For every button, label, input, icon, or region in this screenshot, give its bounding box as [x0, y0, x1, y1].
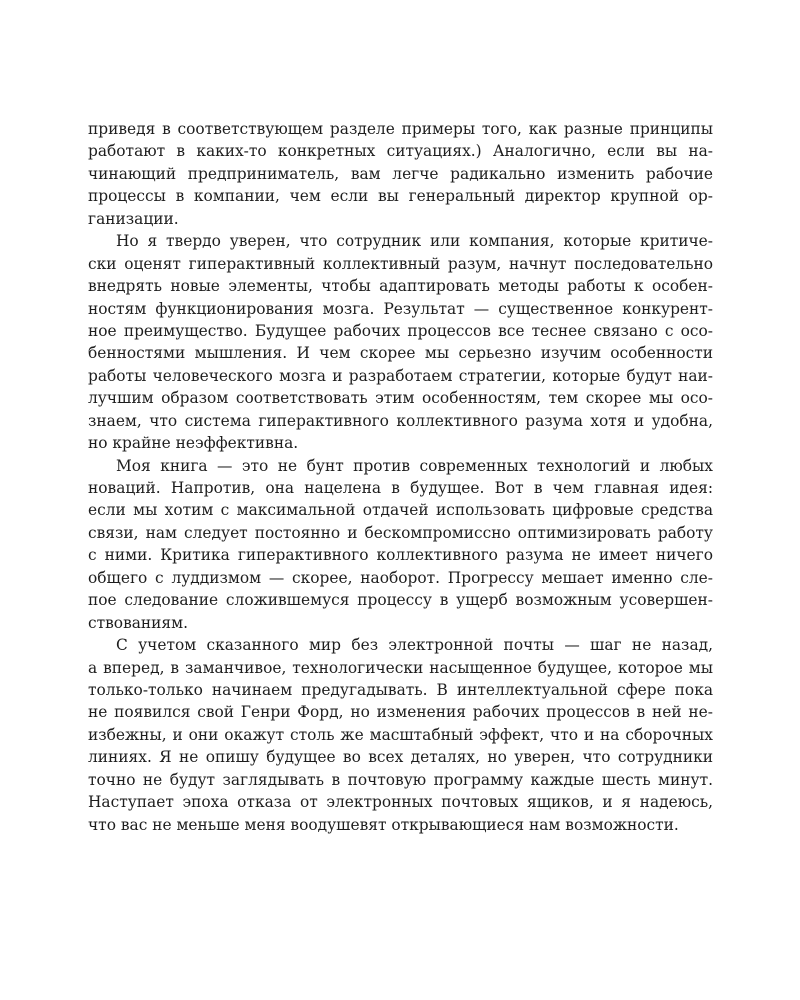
text-line: работают в каких-то конкретных ситуациях.) Аналогично, если вы на- — [88, 142, 713, 161]
text-line: лучшим образом соответствовать этим особенностям, тем скорее мы осо- — [88, 389, 713, 408]
page-body-text — [88, 118, 713, 836]
text-line: Но я твердо уверен, что сотрудник или компания, которые критиче- — [116, 232, 713, 251]
text-line: а вперед, в заманчивое, технологически насыщенное будущее, которое мы — [88, 658, 713, 677]
text-line: Наступает эпоха отказа от электронных почтовых ящиков, и я надеюсь, — [88, 793, 713, 812]
text-line: Моя книга — это не бунт против современных технологий и любых — [116, 456, 713, 475]
text-line: чинающий предприниматель, вам легче радикально изменить рабочие — [88, 164, 713, 183]
text-line: знаем, что система гиперактивного коллективного разума хотя и удобна, — [88, 411, 713, 430]
text-line: приведя в соответствующем разделе примеры того, как разные принципы — [88, 120, 713, 138]
paragraph-1 — [88, 118, 713, 230]
text-line: линиях. Я не опишу будущее во всех деталях, но уверен, что сотрудники — [88, 748, 713, 767]
text-line: внедрять новые элементы, чтобы адаптировать методы работы к особен- — [88, 277, 713, 296]
paragraph-2 — [88, 230, 713, 454]
text-line: бенностями мышления. И чем скорее мы серьезно изучим особенности — [88, 344, 713, 363]
text-line: с ними. Критика гиперактивного коллективного разума не имеет ничего — [88, 546, 713, 565]
text-line: ностям функционирования мозга. Результат — существенное конкурент- — [88, 299, 713, 318]
text-line: процессы в компании, чем если вы генеральный директор крупной ор- — [88, 187, 713, 206]
text-line: избежны, и они окажут столь же масштабный эффект, что и на сборочных — [88, 725, 713, 744]
text-line: общего с луддизмом — скорее, наоборот. Прогрессу мешает именно сле- — [88, 568, 713, 587]
text-line: что вас не меньше меня воодушевят открывающиеся нам возможности. — [88, 815, 679, 834]
text-line: ствованиям. — [88, 613, 188, 632]
text-line: ганизации. — [88, 209, 179, 228]
paragraph-4 — [88, 634, 713, 836]
text-line: работы человеческого мозга и разработаем стратегии, которые будут наи- — [88, 366, 713, 385]
text-line: точно не будут заглядывать в почтовую программу каждые шесть минут. — [88, 770, 713, 789]
text-line: но крайне неэффективна. — [88, 434, 299, 453]
text-line: ски оценят гиперактивный коллективный разум, начнут последовательно — [88, 254, 713, 273]
text-line: не появился свой Генри Форд, но изменения рабочих процессов в ней не- — [88, 703, 713, 722]
text-line: ное преимущество. Будущее рабочих процессов все теснее связано с осо- — [88, 321, 713, 340]
paragraph-3 — [88, 455, 713, 635]
text-line: если мы хотим с максимальной отдачей использовать цифровые средства — [88, 501, 713, 520]
text-line: С учетом сказанного мир без электронной почты — шаг не назад, — [116, 636, 713, 655]
text-line: связи, нам следует постоянно и бескомпромиссно оптимизировать работу — [88, 523, 713, 542]
text-line: только-только начинаем предугадывать. В интеллектуальной сфере пока — [88, 680, 713, 699]
text-line: новаций. Напротив, она нацелена в будущее. Вот в чем главная идея: — [88, 479, 713, 497]
text-line: пое следование сложившемуся процессу в ущерб возможным усовершен- — [88, 591, 713, 610]
